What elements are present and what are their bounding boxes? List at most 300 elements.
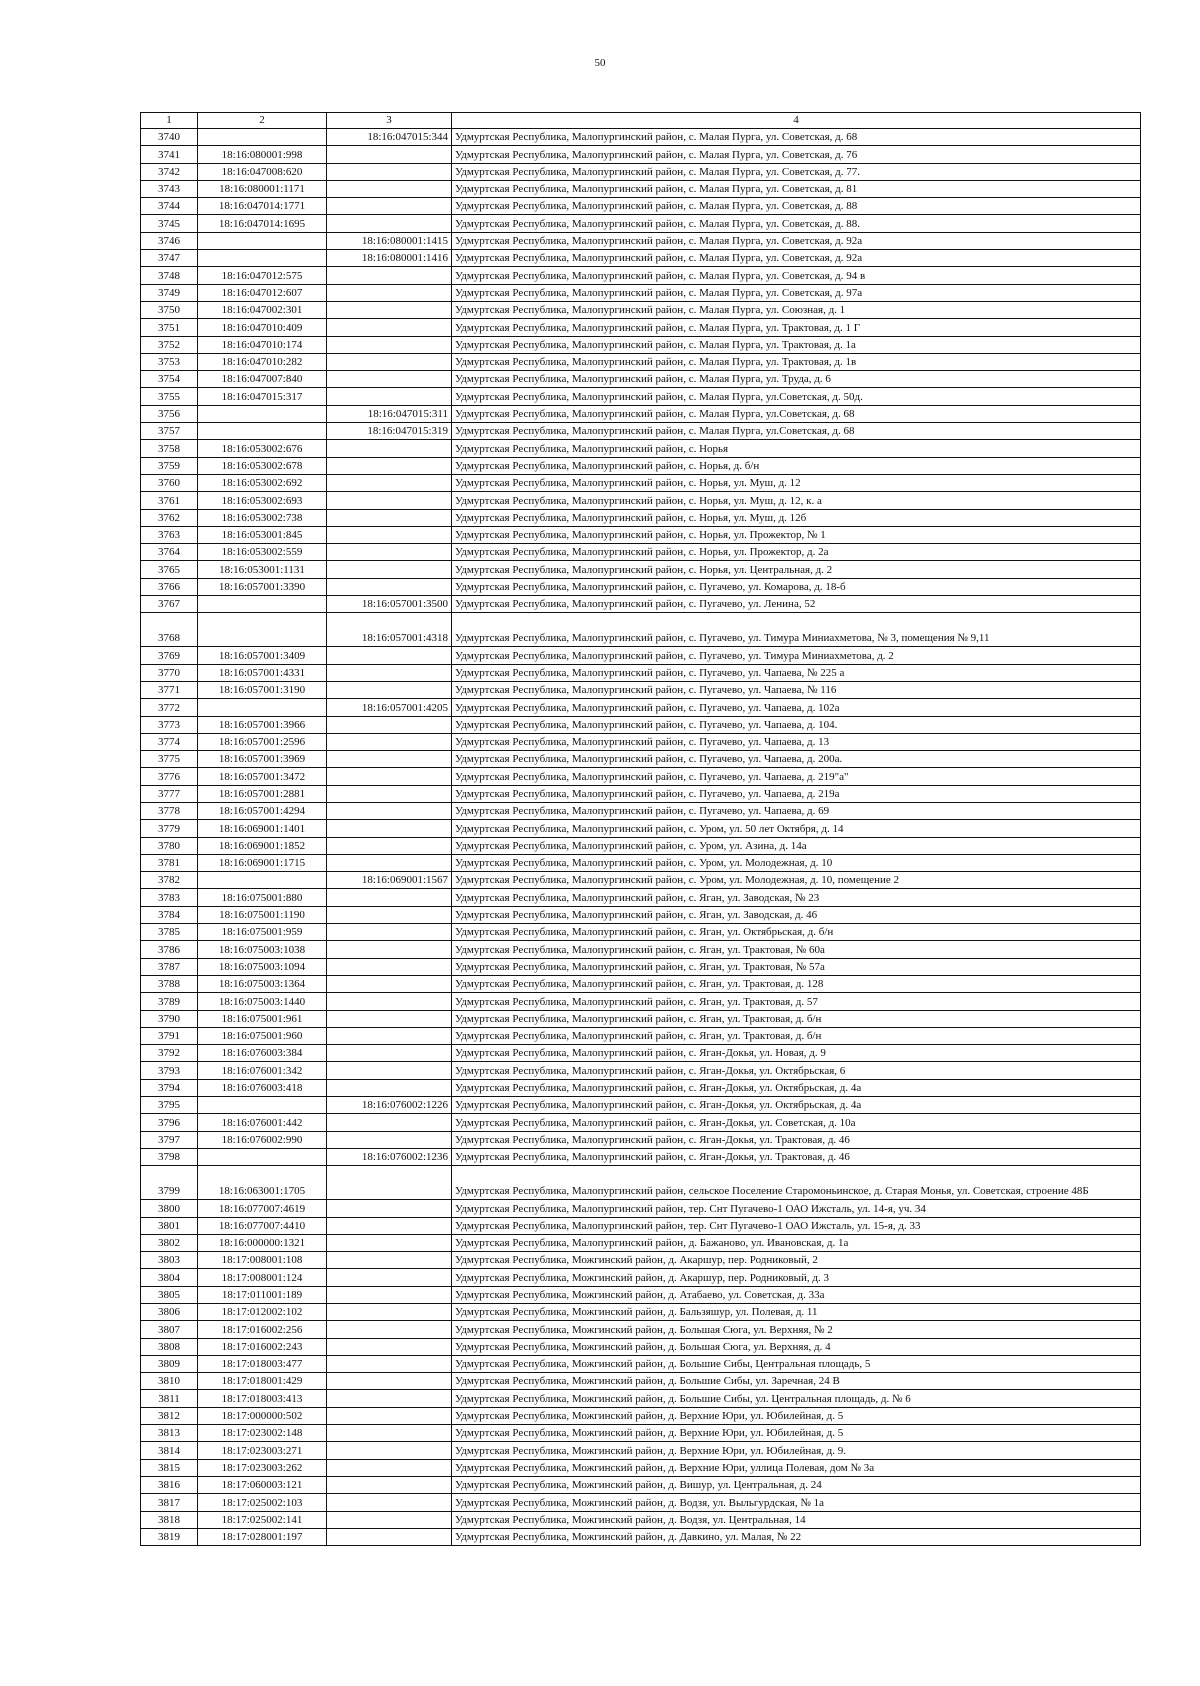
address: Удмуртская Республика, Можгинский район, д. Давкино, ул. Малая, № 22	[452, 1528, 1141, 1545]
table-row	[141, 699, 1141, 716]
address: Удмуртская Республика, Малопургинский район, с. Малая Пурга, ул. Трактовая, д. 1в	[452, 353, 1141, 370]
cadastral-number-col2: 18:16:069001:1852	[198, 837, 327, 854]
address: Удмуртская Республика, Малопургинский район, с. Пугачево, ул. Чапаева, д. 69	[452, 802, 1141, 819]
cadastral-number-col3	[327, 198, 452, 215]
address: Удмуртская Республика, Малопургинский район, с. Пугачево, ул. Тимура Миниахметова, д. 2	[452, 647, 1141, 664]
cadastral-number-col3	[327, 889, 452, 906]
table-row	[141, 820, 1141, 837]
row-number: 3778	[141, 802, 198, 819]
row-number: 3801	[141, 1217, 198, 1234]
row-number: 3772	[141, 699, 198, 716]
cadastral-number-col2	[198, 1097, 327, 1114]
address: Удмуртская Республика, Малопургинский район, с. Малая Пурга, ул. Советская, д. 97а	[452, 284, 1141, 301]
cadastral-number-col2: 18:16:053002:559	[198, 544, 327, 561]
cadastral-number-col2: 18:16:057001:2596	[198, 733, 327, 750]
row-number: 3760	[141, 474, 198, 491]
cadastral-number-col3	[327, 1355, 452, 1372]
row-number: 3799	[141, 1166, 198, 1200]
cadastral-number-col2: 18:16:077007:4619	[198, 1200, 327, 1217]
table-row	[141, 578, 1141, 595]
table-row	[141, 958, 1141, 975]
address: Удмуртская Республика, Можгинский район, д. Вишур, ул. Центральная, д. 24	[452, 1476, 1141, 1493]
cadastral-number-col3: 18:16:080001:1416	[327, 250, 452, 267]
row-number: 3807	[141, 1321, 198, 1338]
cadastral-number-col2: 18:17:018001:429	[198, 1373, 327, 1390]
row-number: 3818	[141, 1511, 198, 1528]
row-number: 3812	[141, 1407, 198, 1424]
table-row	[141, 423, 1141, 440]
cadastral-number-col2: 18:16:000000:1321	[198, 1234, 327, 1251]
cadastral-number-col2: 18:16:057001:3966	[198, 716, 327, 733]
cadastral-number-col3	[327, 1425, 452, 1442]
cadastral-number-col2: 18:16:057001:3409	[198, 647, 327, 664]
cadastral-number-col3	[327, 906, 452, 923]
cadastral-number-col2: 18:16:080001:998	[198, 146, 327, 163]
cadastral-number-col3	[327, 1166, 452, 1200]
table-row	[141, 336, 1141, 353]
row-number: 3806	[141, 1304, 198, 1321]
table-row	[141, 146, 1141, 163]
cadastral-number-col3	[327, 647, 452, 664]
address: Удмуртская Республика, Малопургинский район, с. Яган-Докья, ул. Советская, д. 10а	[452, 1114, 1141, 1131]
cadastral-number-col3	[327, 388, 452, 405]
address: Удмуртская Республика, Малопургинский район, с. Яган, ул. Трактовая, д. б/н	[452, 1027, 1141, 1044]
row-number: 3770	[141, 664, 198, 681]
cadastral-number-col3	[327, 941, 452, 958]
cadastral-number-col3	[327, 1407, 452, 1424]
table-row	[141, 1027, 1141, 1044]
cadastral-number-col2: 18:17:023003:262	[198, 1459, 327, 1476]
table-row	[141, 1097, 1141, 1114]
cadastral-number-col2	[198, 232, 327, 249]
cadastral-number-col2: 18:16:076003:384	[198, 1045, 327, 1062]
cadastral-number-col3	[327, 561, 452, 578]
cadastral-number-col3	[327, 267, 452, 284]
table-row	[141, 388, 1141, 405]
cadastral-number-col3	[327, 457, 452, 474]
table-row	[141, 647, 1141, 664]
address: Удмуртская Республика, Малопургинский район, с. Норья, д. б/н	[452, 457, 1141, 474]
address: Удмуртская Республика, Малопургинский район, с. Пугачево, ул. Чапаева, д. 13	[452, 733, 1141, 750]
row-number: 3786	[141, 941, 198, 958]
address: Удмуртская Республика, Малопургинский район, с. Малая Пурга, ул. Советская, д. 76	[452, 146, 1141, 163]
cadastral-number-col3	[327, 371, 452, 388]
cadastral-number-col3	[327, 146, 452, 163]
cadastral-number-col3	[327, 802, 452, 819]
cadastral-number-col2: 18:17:025002:103	[198, 1494, 327, 1511]
row-number: 3761	[141, 492, 198, 509]
cadastral-number-col2: 18:16:053001:1131	[198, 561, 327, 578]
cadastral-number-col2: 18:17:000000:502	[198, 1407, 327, 1424]
cadastral-number-col2: 18:16:057001:3190	[198, 681, 327, 698]
cadastral-number-col3	[327, 1321, 452, 1338]
address: Удмуртская Республика, Малопургинский район, с. Малая Пурга, ул. Советская, д. 88.	[452, 215, 1141, 232]
row-number: 3775	[141, 751, 198, 768]
table-row	[141, 1373, 1141, 1390]
table-row	[141, 267, 1141, 284]
table-row	[141, 1321, 1141, 1338]
table-row	[141, 405, 1141, 422]
address: Удмуртская Республика, Малопургинский район, сельское Поселение Старомоньинское, д. Старая Монья, ул. Советская, строение 48Б	[452, 1166, 1141, 1200]
row-number: 3756	[141, 405, 198, 422]
cadastral-number-col3	[327, 993, 452, 1010]
address: Удмуртская Республика, Малопургинский район, тер. Снт Пугачево-1 ОАО Ижсталь, ул. 15-я, д. 33	[452, 1217, 1141, 1234]
header-col-1: 1	[141, 113, 198, 129]
row-number: 3777	[141, 785, 198, 802]
cadastral-number-col2: 18:16:053002:693	[198, 492, 327, 509]
cadastral-number-col3	[327, 544, 452, 561]
table-row	[141, 993, 1141, 1010]
cadastral-number-col2: 18:16:076002:990	[198, 1131, 327, 1148]
cadastral-number-col3	[327, 1528, 452, 1545]
cadastral-number-col3	[327, 820, 452, 837]
cadastral-number-col2: 18:17:018003:413	[198, 1390, 327, 1407]
cadastral-number-col3	[327, 716, 452, 733]
table-row	[141, 1166, 1141, 1200]
cadastral-number-col2: 18:16:047010:409	[198, 319, 327, 336]
cadastral-number-col2: 18:16:047010:282	[198, 353, 327, 370]
cadastral-number-col2: 18:16:047012:575	[198, 267, 327, 284]
table-row	[141, 768, 1141, 785]
address: Удмуртская Республика, Малопургинский район, с. Малая Пурга, ул. Советская, д. 92а	[452, 232, 1141, 249]
table-row	[141, 301, 1141, 318]
row-number: 3774	[141, 733, 198, 750]
cadastral-number-col3	[327, 301, 452, 318]
row-number: 3814	[141, 1442, 198, 1459]
address: Удмуртская Республика, Малопургинский район, с. Малая Пурга, ул. Советская, д. 77.	[452, 163, 1141, 180]
table-row	[141, 872, 1141, 889]
address: Удмуртская Республика, Малопургинский район, с. Пугачево, ул. Тимура Миниахметова, № 3, помещения № 9,11	[452, 613, 1141, 647]
row-number: 3747	[141, 250, 198, 267]
address: Удмуртская Республика, Можгинский район, д. Атабаево, ул. Советская, д. 33а	[452, 1286, 1141, 1303]
address: Удмуртская Республика, Малопургинский район, с. Яган, ул. Трактовая, № 60а	[452, 941, 1141, 958]
table-row	[141, 1511, 1141, 1528]
row-number: 3802	[141, 1234, 198, 1251]
cadastral-number-col2: 18:17:016002:243	[198, 1338, 327, 1355]
row-number: 3757	[141, 423, 198, 440]
table-row	[141, 889, 1141, 906]
cadastral-number-col3	[327, 1373, 452, 1390]
address: Удмуртская Республика, Малопургинский район, с. Пугачево, ул. Ленина, 52	[452, 596, 1141, 613]
row-number: 3766	[141, 578, 198, 595]
address: Удмуртская Республика, Малопургинский район, д. Бажаново, ул. Ивановская, д. 1а	[452, 1234, 1141, 1251]
address: Удмуртская Республика, Можгинский район, д. Большие Сибы, ул. Заречная, 24 В	[452, 1373, 1141, 1390]
address: Удмуртская Республика, Можгинский район, д. Водзя, ул. Выльгурдская, № 1а	[452, 1494, 1141, 1511]
cadastral-number-col3: 18:16:076002:1236	[327, 1148, 452, 1165]
address: Удмуртская Республика, Малопургинский район, с. Яган, ул. Заводская, д. 46	[452, 906, 1141, 923]
address: Удмуртская Республика, Малопургинский район, с. Яган, ул. Заводская, № 23	[452, 889, 1141, 906]
cadastral-number-col3	[327, 1010, 452, 1027]
row-number: 3748	[141, 267, 198, 284]
cadastral-number-col2: 18:16:076001:342	[198, 1062, 327, 1079]
row-number: 3753	[141, 353, 198, 370]
cadastral-number-col2: 18:16:076003:418	[198, 1079, 327, 1096]
cadastral-number-col3	[327, 474, 452, 491]
cadastral-number-col3	[327, 1079, 452, 1096]
cadastral-number-col3	[327, 1114, 452, 1131]
row-number: 3804	[141, 1269, 198, 1286]
cadastral-number-col3: 18:16:076002:1226	[327, 1097, 452, 1114]
cadastral-number-col2: 18:16:075001:1190	[198, 906, 327, 923]
table-row	[141, 1476, 1141, 1493]
table-row	[141, 509, 1141, 526]
row-number: 3805	[141, 1286, 198, 1303]
table-row	[141, 440, 1141, 457]
row-number: 3745	[141, 215, 198, 232]
cadastral-number-col3	[327, 1304, 452, 1321]
cadastral-number-col2: 18:16:057001:3969	[198, 751, 327, 768]
table-row	[141, 544, 1141, 561]
address: Удмуртская Республика, Малопургинский район, с. Норья	[452, 440, 1141, 457]
row-number: 3764	[141, 544, 198, 561]
cadastral-number-col2: 18:16:047002:301	[198, 301, 327, 318]
cadastral-number-col3	[327, 768, 452, 785]
table-row	[141, 837, 1141, 854]
cadastral-number-col2: 18:16:057001:2881	[198, 785, 327, 802]
address: Удмуртская Республика, Малопургинский район, с. Уром, ул. Молодежная, д. 10	[452, 854, 1141, 871]
cadastral-number-col3	[327, 733, 452, 750]
address: Удмуртская Республика, Можгинский район, д. Большая Сюга, ул. Верхняя, д. 4	[452, 1338, 1141, 1355]
table-row	[141, 906, 1141, 923]
row-number: 3781	[141, 854, 198, 871]
table-row	[141, 1338, 1141, 1355]
cadastral-number-col2	[198, 423, 327, 440]
cadastral-number-col3	[327, 1252, 452, 1269]
address: Удмуртская Республика, Можгинский район, д. Большая Сюга, ул. Верхняя, № 2	[452, 1321, 1141, 1338]
row-number: 3767	[141, 596, 198, 613]
cadastral-number-col2: 18:16:076001:442	[198, 1114, 327, 1131]
cadastral-number-col3	[327, 924, 452, 941]
cadastral-number-col3	[327, 1200, 452, 1217]
table-row	[141, 1131, 1141, 1148]
cadastral-number-col2: 18:16:075001:960	[198, 1027, 327, 1044]
address: Удмуртская Республика, Малопургинский район, с. Малая Пурга, ул. Советская, д. 68	[452, 129, 1141, 146]
row-number: 3809	[141, 1355, 198, 1372]
cadastral-number-col3	[327, 1027, 452, 1044]
address: Удмуртская Республика, Малопургинский район, с. Малая Пурга, ул.Советская, д. 50д.	[452, 388, 1141, 405]
cadastral-number-col2: 18:17:023002:148	[198, 1425, 327, 1442]
row-number: 3744	[141, 198, 198, 215]
cadastral-number-col2: 18:17:060003:121	[198, 1476, 327, 1493]
table-row	[141, 198, 1141, 215]
cadastral-number-col3	[327, 785, 452, 802]
table-row	[141, 1304, 1141, 1321]
table-row	[141, 716, 1141, 733]
address: Удмуртская Республика, Малопургинский район, с. Яган-Докья, ул. Октябрьская, 6	[452, 1062, 1141, 1079]
address: Удмуртская Республика, Малопургинский район, с. Малая Пурга, ул. Советская, д. 94 в	[452, 267, 1141, 284]
row-number: 3765	[141, 561, 198, 578]
cadastral-number-col3: 18:16:057001:4205	[327, 699, 452, 716]
row-number: 3773	[141, 716, 198, 733]
table-row	[141, 1045, 1141, 1062]
cadastral-number-col2	[198, 250, 327, 267]
table-row	[141, 1494, 1141, 1511]
address: Удмуртская Республика, Можгинский район, д. Верхние Юри, ул. Юбилейная, д. 9.	[452, 1442, 1141, 1459]
cadastral-number-col3	[327, 215, 452, 232]
address: Удмуртская Республика, Малопургинский район, с. Пугачево, ул. Чапаева, д. 219а	[452, 785, 1141, 802]
address: Удмуртская Республика, Малопургинский район, с. Малая Пурга, ул. Советская, д. 92а	[452, 250, 1141, 267]
row-number: 3741	[141, 146, 198, 163]
cadastral-number-col3	[327, 1131, 452, 1148]
cadastral-number-col2	[198, 129, 327, 146]
table-row	[141, 681, 1141, 698]
table-row	[141, 613, 1141, 647]
row-number: 3785	[141, 924, 198, 941]
cadastral-number-col3	[327, 681, 452, 698]
table-row	[141, 284, 1141, 301]
address: Удмуртская Республика, Малопургинский район, с. Пугачево, ул. Чапаева, д. 200а.	[452, 751, 1141, 768]
cadastral-number-col2: 18:16:063001:1705	[198, 1166, 327, 1200]
address: Удмуртская Республика, Малопургинский район, с. Яган-Докья, ул. Октябрьская, д. 4а	[452, 1097, 1141, 1114]
table-row	[141, 457, 1141, 474]
address: Удмуртская Республика, Малопургинский район, с. Малая Пурга, ул. Труда, д. 6	[452, 371, 1141, 388]
registry-table	[140, 112, 1141, 1546]
address: Удмуртская Республика, Малопургинский район, с. Пугачево, ул. Чапаева, д. 219"а"	[452, 768, 1141, 785]
cadastral-number-col2: 18:16:075003:1364	[198, 975, 327, 992]
row-number: 3768	[141, 613, 198, 647]
address: Удмуртская Республика, Малопургинский район, с. Малая Пурга, ул. Трактовая, д. 1а	[452, 336, 1141, 353]
row-number: 3762	[141, 509, 198, 526]
cadastral-number-col2: 18:16:047014:1695	[198, 215, 327, 232]
cadastral-number-col2: 18:16:053002:678	[198, 457, 327, 474]
cadastral-number-col2: 18:16:075001:880	[198, 889, 327, 906]
address: Удмуртская Республика, Малопургинский район, с. Пугачево, ул. Чапаева, № 116	[452, 681, 1141, 698]
cadastral-number-col3	[327, 1459, 452, 1476]
table-row	[141, 129, 1141, 146]
cadastral-number-col2: 18:16:047010:174	[198, 336, 327, 353]
cadastral-number-col2: 18:16:075003:1440	[198, 993, 327, 1010]
table-row	[141, 1217, 1141, 1234]
cadastral-number-col3	[327, 1494, 452, 1511]
cadastral-number-col3	[327, 1045, 452, 1062]
address: Удмуртская Республика, Малопургинский район, с. Яган, ул. Трактовая, д. б/н	[452, 1010, 1141, 1027]
row-number: 3784	[141, 906, 198, 923]
cadastral-number-col3	[327, 1062, 452, 1079]
cadastral-number-col2: 18:16:053001:845	[198, 526, 327, 543]
address: Удмуртская Республика, Малопургинский район, с. Уром, ул. Азина, д. 14а	[452, 837, 1141, 854]
cadastral-number-col3: 18:16:047015:319	[327, 423, 452, 440]
address: Удмуртская Республика, Малопургинский район, с. Малая Пурга, ул. Трактовая, д. 1 Г	[452, 319, 1141, 336]
cadastral-number-col3	[327, 336, 452, 353]
cadastral-number-col3: 18:16:057001:3500	[327, 596, 452, 613]
table-row	[141, 1407, 1141, 1424]
cadastral-number-col3	[327, 319, 452, 336]
cadastral-number-col3	[327, 284, 452, 301]
cadastral-number-col2: 18:16:057001:3472	[198, 768, 327, 785]
cadastral-number-col2: 18:16:053002:738	[198, 509, 327, 526]
cadastral-number-col3	[327, 578, 452, 595]
address: Удмуртская Республика, Малопургинский район, с. Норья, ул. Муш, д. 12, к. а	[452, 492, 1141, 509]
table-row	[141, 941, 1141, 958]
table-row	[141, 1355, 1141, 1372]
table-row	[141, 1114, 1141, 1131]
cadastral-number-col2: 18:17:012002:102	[198, 1304, 327, 1321]
address: Удмуртская Республика, Малопургинский район, с. Яган-Докья, ул. Октябрьская, д. 4а	[452, 1079, 1141, 1096]
cadastral-number-col2: 18:16:075003:1038	[198, 941, 327, 958]
cadastral-number-col2: 18:16:047015:317	[198, 388, 327, 405]
row-number: 3750	[141, 301, 198, 318]
row-number: 3803	[141, 1252, 198, 1269]
row-number: 3817	[141, 1494, 198, 1511]
table-row	[141, 526, 1141, 543]
address: Удмуртская Республика, Можгинский район, д. Большие Сибы, ул. Центральная площадь, д. № 6	[452, 1390, 1141, 1407]
table-row	[141, 474, 1141, 491]
table-row	[141, 924, 1141, 941]
page-number: 50	[594, 57, 606, 69]
table-row	[141, 733, 1141, 750]
table-row	[141, 802, 1141, 819]
row-number: 3776	[141, 768, 198, 785]
row-number: 3742	[141, 163, 198, 180]
cadastral-number-col2: 18:17:008001:124	[198, 1269, 327, 1286]
row-number: 3780	[141, 837, 198, 854]
address: Удмуртская Республика, Малопургинский район, с. Яган, ул. Октябрьская, д. б/н	[452, 924, 1141, 941]
table-row	[141, 371, 1141, 388]
address: Удмуртская Республика, Малопургинский район, тер. Снт Пугачево-1 ОАО Ижсталь, ул. 14-я, уч. 34	[452, 1200, 1141, 1217]
row-number: 3795	[141, 1097, 198, 1114]
address: Удмуртская Республика, Малопургинский район, с. Яган-Докья, ул. Трактовая, д. 46	[452, 1131, 1141, 1148]
address: Удмуртская Республика, Малопургинский район, с. Малая Пурга, ул. Советская, д. 88	[452, 198, 1141, 215]
address: Удмуртская Республика, Малопургинский район, с. Пугачево, ул. Комарова, д. 18-б	[452, 578, 1141, 595]
row-number: 3815	[141, 1459, 198, 1476]
cadastral-number-col3	[327, 975, 452, 992]
cadastral-number-col2	[198, 872, 327, 889]
cadastral-number-col3	[327, 1217, 452, 1234]
cadastral-number-col2	[198, 596, 327, 613]
row-number: 3816	[141, 1476, 198, 1493]
cadastral-number-col3	[327, 1476, 452, 1493]
row-number: 3783	[141, 889, 198, 906]
address: Удмуртская Республика, Малопургинский район, с. Норья, ул. Прожектор, № 1	[452, 526, 1141, 543]
cadastral-number-col2: 18:16:080001:1171	[198, 180, 327, 197]
address: Удмуртская Республика, Малопургинский район, с. Яган, ул. Трактовая, д. 128	[452, 975, 1141, 992]
row-number: 3813	[141, 1425, 198, 1442]
address: Удмуртская Республика, Можгинский район, д. Водзя, ул. Центральная, 14	[452, 1511, 1141, 1528]
cadastral-number-col2: 18:17:016002:256	[198, 1321, 327, 1338]
table-row	[141, 180, 1141, 197]
cadastral-number-col2: 18:16:053002:692	[198, 474, 327, 491]
cadastral-number-col3	[327, 751, 452, 768]
cadastral-number-col2: 18:16:075001:959	[198, 924, 327, 941]
row-number: 3763	[141, 526, 198, 543]
table-row	[141, 596, 1141, 613]
table-row	[141, 751, 1141, 768]
row-number: 3740	[141, 129, 198, 146]
cadastral-number-col3: 18:16:057001:4318	[327, 613, 452, 647]
cadastral-number-col2: 18:16:057001:4331	[198, 664, 327, 681]
cadastral-number-col2	[198, 613, 327, 647]
table-row	[141, 1528, 1141, 1545]
address: Удмуртская Республика, Малопургинский район, с. Малая Пурга, ул.Советская, д. 68	[452, 423, 1141, 440]
cadastral-number-col3	[327, 1286, 452, 1303]
table-row	[141, 232, 1141, 249]
row-number: 3790	[141, 1010, 198, 1027]
row-number: 3800	[141, 1200, 198, 1217]
row-number: 3759	[141, 457, 198, 474]
cadastral-number-col3	[327, 958, 452, 975]
cadastral-number-col2	[198, 1148, 327, 1165]
table-row	[141, 975, 1141, 992]
cadastral-number-col2: 18:17:018003:477	[198, 1355, 327, 1372]
address: Удмуртская Республика, Можгинский район, д. Верхние Юри, ул. Юбилейная, д. 5	[452, 1425, 1141, 1442]
address: Удмуртская Республика, Малопургинский район, с. Яган-Докья, ул. Трактовая, д. 46	[452, 1148, 1141, 1165]
row-number: 3797	[141, 1131, 198, 1148]
cadastral-number-col3	[327, 509, 452, 526]
row-number: 3811	[141, 1390, 198, 1407]
table-row	[141, 319, 1141, 336]
cadastral-number-col2: 18:16:057001:4294	[198, 802, 327, 819]
row-number: 3796	[141, 1114, 198, 1131]
